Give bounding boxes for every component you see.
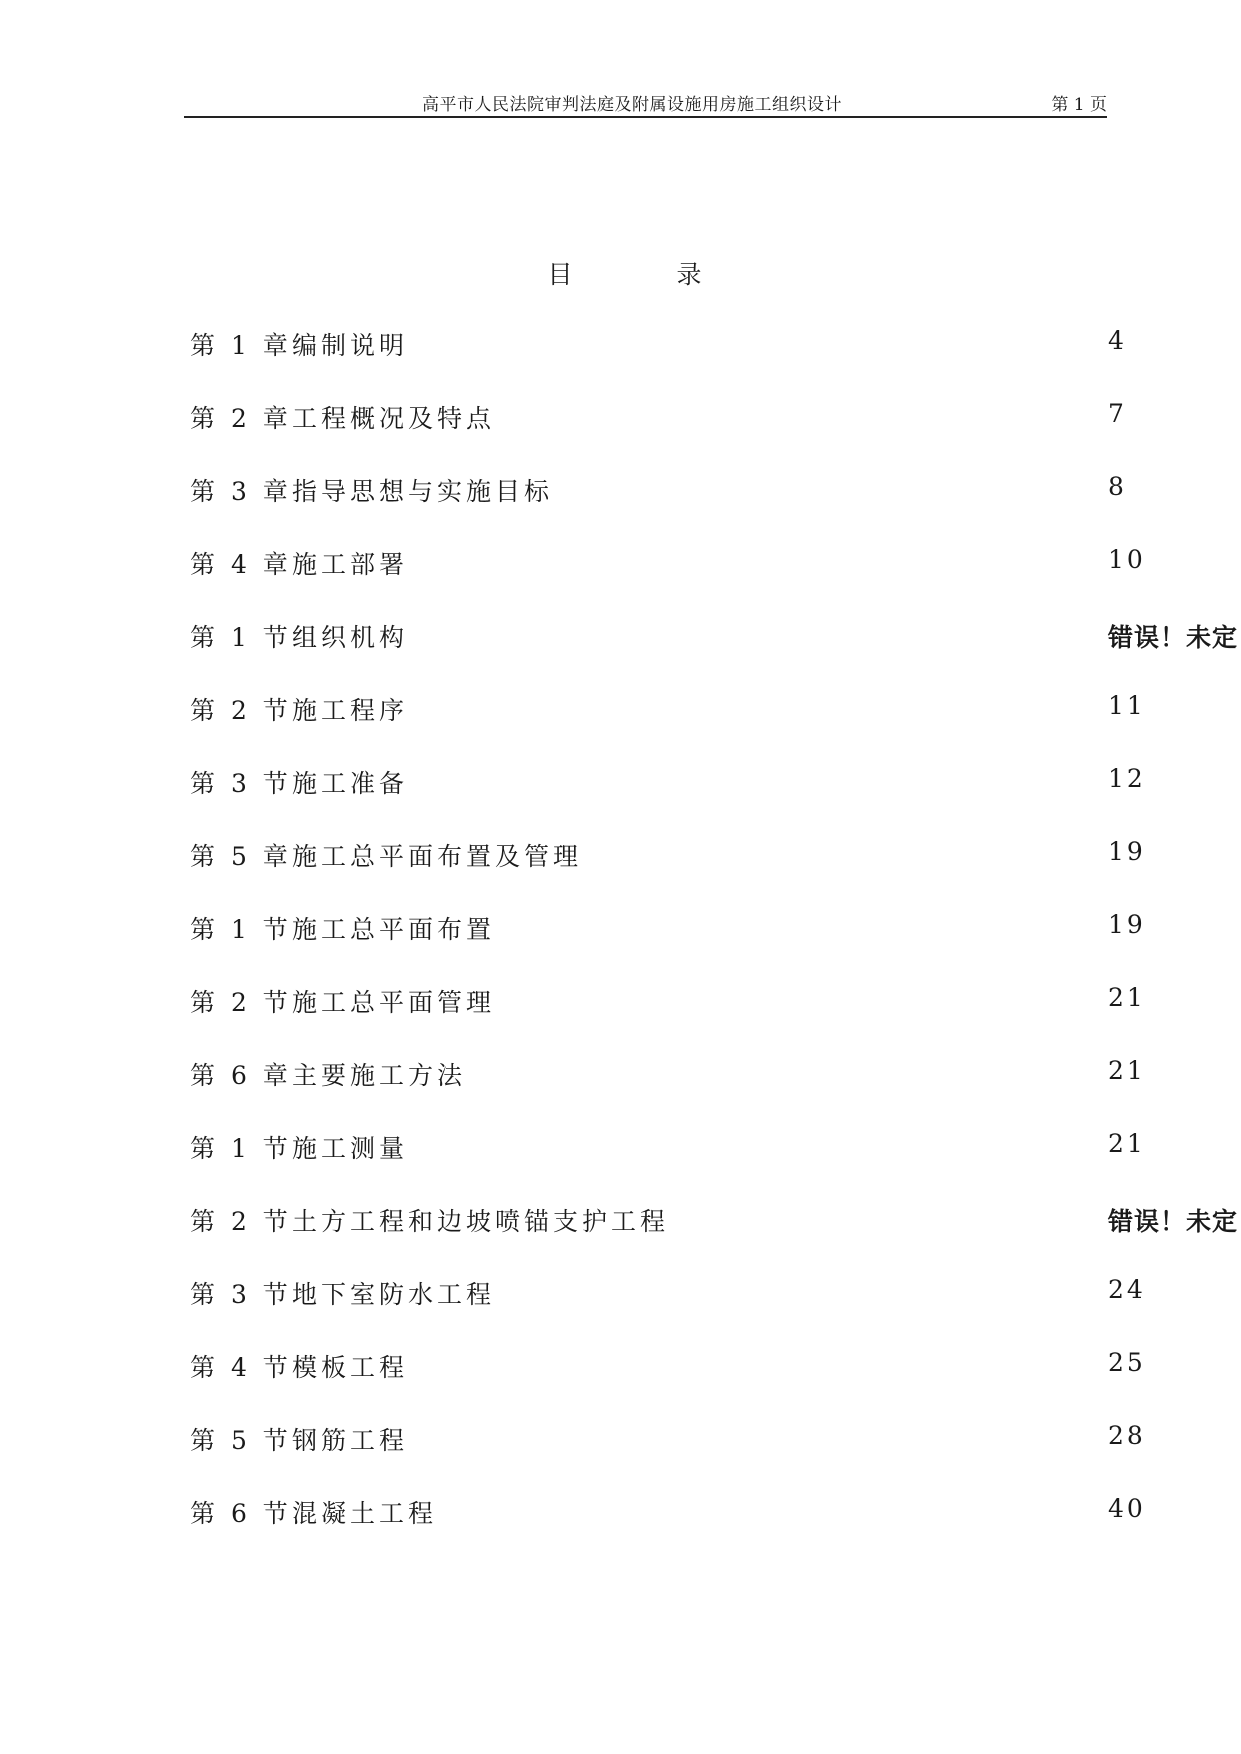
toc-entry-text: 施工总平面布置	[292, 915, 496, 944]
toc-entry-text: 编制说明	[292, 331, 409, 360]
toc-entry-text: 工程概况及特点	[292, 404, 496, 433]
toc-entry-text: 施工部署	[292, 550, 409, 579]
toc-entry[interactable]	[190, 1421, 1241, 1461]
toc-entry-label: 第 3 节	[190, 769, 292, 798]
toc-entry[interactable]	[190, 983, 1241, 1023]
toc-entry[interactable]	[190, 399, 1241, 439]
toc-entry[interactable]	[190, 1275, 1241, 1315]
toc-entry-page: 21	[1108, 983, 1146, 1012]
toc-entry-text: 施工总平面管理	[292, 988, 496, 1017]
toc-entry-text: 主要施工方法	[292, 1061, 467, 1090]
toc-entry-label: 第 3 节	[190, 1280, 292, 1309]
toc-entry[interactable]	[190, 1202, 1241, 1242]
toc-entry-text: 土方工程和边坡喷锚支护工程	[292, 1207, 670, 1236]
toc-entry-label: 第 1 节	[190, 1134, 292, 1163]
toc-entry[interactable]	[190, 837, 1241, 877]
toc-entry-text: 施工总平面布置及管理	[292, 842, 583, 871]
toc-entry-label: 第 1 章	[190, 331, 292, 360]
toc-entry-page: 10	[1108, 545, 1146, 574]
toc-entry-page-error: 错误！未定	[1108, 1207, 1239, 1236]
toc-entry-label: 第 2 章	[190, 404, 292, 433]
toc-entry-text: 模板工程	[292, 1353, 409, 1382]
toc-entry-page: 25	[1108, 1348, 1146, 1377]
header-title: 高平市人民法院审判法庭及附属设施用房施工组织设计	[422, 95, 842, 115]
toc-entry-text: 指导思想与实施目标	[292, 477, 554, 506]
toc-entry[interactable]	[190, 472, 1241, 512]
toc-entry-page: 21	[1108, 1129, 1146, 1158]
toc-entry-page: 19	[1108, 910, 1146, 939]
toc-entry[interactable]	[190, 691, 1241, 731]
toc-entry-text: 施工程序	[292, 696, 409, 725]
toc-entry[interactable]	[190, 326, 1241, 366]
toc-entry[interactable]	[190, 618, 1241, 658]
toc-entry-label: 第 3 章	[190, 477, 292, 506]
toc-entry-page: 24	[1108, 1275, 1146, 1304]
toc-entry-label: 第 6 章	[190, 1061, 292, 1090]
toc-entry-text: 钢筋工程	[292, 1426, 409, 1455]
toc-entry-text: 混凝土工程	[292, 1499, 438, 1528]
toc-entry-page: 11	[1108, 691, 1146, 720]
toc-entry-label: 第 4 章	[190, 550, 292, 579]
toc-entry-label: 第 2 节	[190, 1207, 292, 1236]
toc-entry-text: 地下室防水工程	[292, 1280, 496, 1309]
toc-entry-label: 第 4 节	[190, 1353, 292, 1382]
toc-entry-label: 第 1 节	[190, 623, 292, 652]
toc-entry[interactable]	[190, 1494, 1241, 1534]
toc-entry-page: 28	[1108, 1421, 1146, 1450]
toc-entry-text: 施工准备	[292, 769, 409, 798]
toc-entry-text: 组织机构	[292, 623, 409, 652]
toc-entry-text: 施工测量	[292, 1134, 409, 1163]
toc-entry[interactable]	[190, 1056, 1241, 1096]
toc-entry-page: 21	[1108, 1056, 1146, 1085]
toc-entry-page: 19	[1108, 837, 1146, 866]
toc-entry[interactable]	[190, 545, 1241, 585]
toc-entry-label: 第 6 节	[190, 1499, 292, 1528]
toc-entry-page-error: 错误！未定	[1108, 623, 1239, 652]
toc-entry-page: 40	[1108, 1494, 1146, 1523]
toc-entry-label: 第 5 章	[190, 842, 292, 871]
toc-entry-label: 第 5 节	[190, 1426, 292, 1455]
toc-entry-page: 8	[1108, 472, 1127, 501]
header-page-number: 第 1 页	[1051, 95, 1107, 115]
toc-title: 目录	[547, 260, 806, 289]
toc-entry-page: 4	[1108, 326, 1127, 355]
toc-entry[interactable]	[190, 1129, 1241, 1169]
toc-entry-label: 第 1 节	[190, 915, 292, 944]
toc-entry-page: 12	[1108, 764, 1146, 793]
toc-entry-page: 7	[1108, 399, 1127, 428]
toc-entry[interactable]	[190, 764, 1241, 804]
toc-entry[interactable]	[190, 910, 1241, 950]
toc-entry-label: 第 2 节	[190, 988, 292, 1017]
toc-entry[interactable]	[190, 1348, 1241, 1388]
toc-entry-label: 第 2 节	[190, 696, 292, 725]
